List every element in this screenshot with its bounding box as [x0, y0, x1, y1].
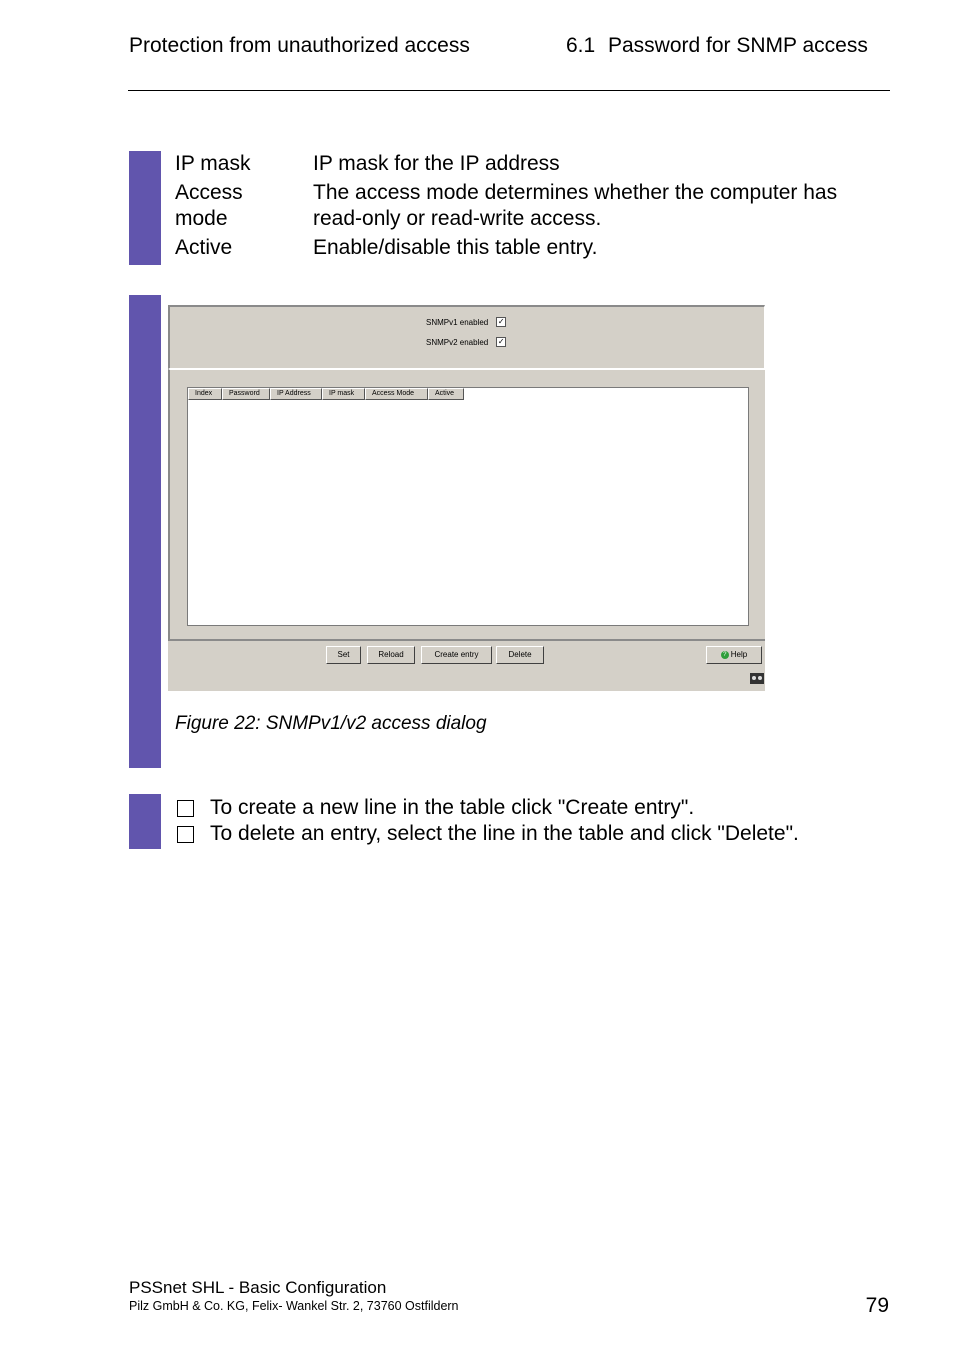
column-header-access-mode[interactable]: Access Mode [365, 388, 428, 400]
definition-term: Active [175, 235, 233, 259]
help-button[interactable] [706, 646, 762, 664]
column-header-password[interactable]: Password [222, 388, 270, 400]
column-header-active[interactable]: Active [428, 388, 464, 400]
accent-bar [129, 794, 161, 849]
connection-status-icon [750, 673, 764, 684]
table-header [188, 388, 464, 400]
instruction-step [175, 795, 799, 821]
checkbox-bullet-icon [177, 800, 194, 817]
column-header-index[interactable]: Index [188, 388, 222, 400]
running-header-section-number: 6.1 [566, 34, 596, 57]
snmpv2-row [426, 337, 506, 347]
definition-description: Enable/disable this table entry. [313, 235, 598, 259]
snmpv1-checkbox[interactable]: ✓ [497, 317, 505, 326]
snmpv2-label: SNMPv2 enabled [426, 337, 489, 347]
snmpv2-checkbox[interactable]: ✓ [497, 337, 505, 346]
reload-button[interactable]: Reload [367, 646, 415, 664]
snmpv1-label: SNMPv1 enabled [426, 317, 489, 327]
access-table[interactable] [187, 387, 749, 626]
definition-row [175, 151, 890, 178]
snmpv1-row [426, 317, 506, 327]
instruction-text: To create a new line in the table click "Create entry". [210, 796, 695, 819]
instruction-text: To delete an entry, select the line in the table and click "Delete". [210, 822, 799, 845]
column-header-ip-address[interactable]: IP Address [270, 388, 322, 400]
instruction-list [175, 795, 799, 847]
definition-term: IP mask [175, 152, 251, 175]
help-button-label: Help [730, 650, 748, 659]
definition-description: The access mode determines whether the computer has read-only or read-write access. [313, 180, 838, 230]
definition-row [175, 235, 890, 262]
header-rule [128, 90, 890, 91]
running-header-left: Protection from unauthorized access [129, 34, 470, 57]
accent-bar [129, 151, 161, 265]
running-header-section-title: Password for SNMP access [608, 34, 868, 57]
page-number: 79 [865, 1294, 889, 1317]
delete-button[interactable]: Delete [496, 646, 544, 664]
help-icon: ? [721, 651, 729, 659]
set-button[interactable]: Set [326, 646, 361, 664]
create-entry-button[interactable]: Create entry [421, 646, 492, 664]
column-header-ip-mask[interactable]: IP mask [322, 388, 365, 400]
definition-term: Access mode [175, 180, 243, 230]
figure-caption: Figure 22: SNMPv1/v2 access dialog [175, 713, 487, 734]
checkbox-bullet-icon [177, 826, 194, 843]
definition-list [175, 151, 890, 261]
footer-title: PSSnet SHL - Basic Configuration [129, 1278, 387, 1297]
footer-address: Pilz GmbH & Co. KG, Felix- Wankel Str. 2, 73760 Ostfildern [129, 1299, 459, 1313]
snmp-access-dialog [168, 305, 765, 691]
definition-row [175, 180, 890, 233]
instruction-step [175, 821, 799, 847]
accent-bar [129, 295, 161, 768]
definition-description: IP mask for the IP address [313, 152, 560, 175]
